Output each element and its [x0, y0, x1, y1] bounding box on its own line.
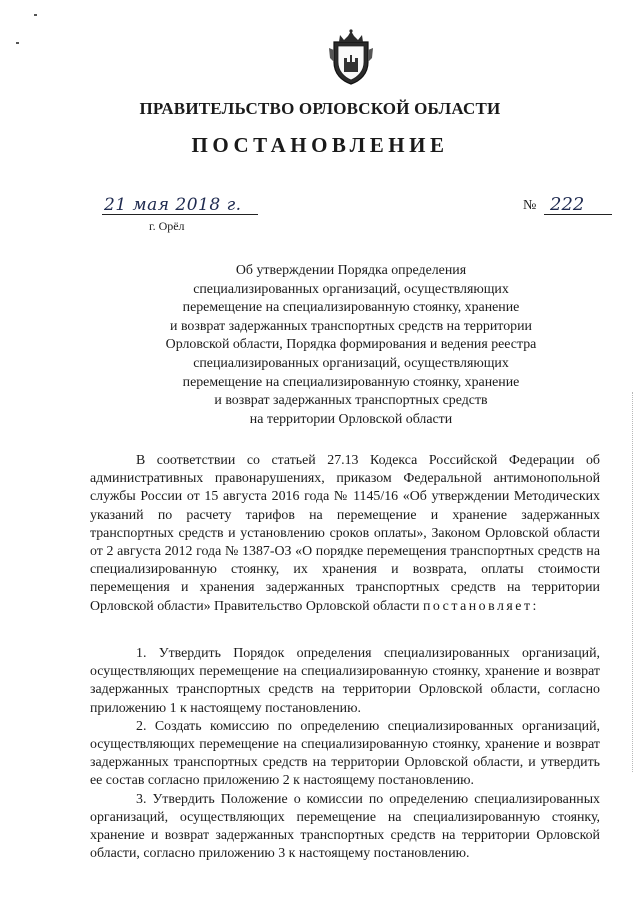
- subject-line: Орловской области, Порядка формирования и ведения реестра: [165, 337, 537, 353]
- subject-line: и возврат задержанных транспортных средств: [214, 393, 488, 409]
- handwritten-date: 21 мая 2018 г.: [104, 195, 242, 215]
- city-name: г. Орёл: [149, 219, 185, 233]
- preamble-paragraph: [90, 452, 600, 616]
- handwritten-number: 222: [550, 194, 585, 215]
- subject-line: на территории Орловской области: [249, 411, 453, 427]
- number-label: №: [523, 198, 537, 213]
- subject-line: Об утверждении Порядка определения: [235, 263, 467, 278]
- scan-speck: [16, 42, 19, 44]
- subject-line: специализированных организаций, осуществляющих: [193, 355, 509, 371]
- preamble-text: В соответствии со статьей 27.13 Кодекса Российской Федерации об административных правонарушениях, приказом Федеральной антимонопольной службы России от 15 августа 2016 года № 1145/16 «Об утверждении Методических указаний по расчету тарифов на перемещение и хранение задержанных транспортных средств и установлению сроков оплаты», Законом Орловской области от 2 августа 2012 года № 1387-ОЗ «О порядке перемещения транспортных средств на специализированную стоянку, их хранения и возврата, оплаты стоимости перемещения и хранения задержанных транспортных средств на территории Орловской области» Правительство Орловской области: [90, 453, 600, 614]
- resolution-item: 1. Утвердить Порядок определения специализированных организаций, осуществляющих перемещение на специализированную стоянку, хранение и возврат задержанных транспортных средств на территории Орловской области, согласно приложению 1 к настоящему постановлению.: [90, 646, 600, 716]
- subject-line: перемещение на специализированную стоянку, хранение: [182, 374, 520, 390]
- resolution-item: 2. Создать комиссию по определению специализированных организаций, осуществляющих перемещение на специализированную стоянку, хранение и возврат задержанных транспортных средств на территории Орловской области, и утвердить ее состав согласно приложению 2 к настоящему постановлению.: [90, 718, 600, 789]
- subject-line: специализированных организаций, осуществляющих: [193, 281, 509, 297]
- date-underline: [102, 214, 258, 215]
- number-underline: [544, 214, 612, 215]
- scan-speck: [34, 14, 37, 16]
- resolves-word: постановляет:: [422, 598, 539, 614]
- document-type: ПОСТАНОВЛЕНИЕ: [191, 133, 449, 157]
- subject-line: и возврат задержанных транспортных средств на территории: [170, 318, 532, 334]
- subject-line: перемещение на специализированную стоянку, хранение: [182, 300, 520, 316]
- resolution-items: [90, 645, 600, 863]
- scan-edge-mark: [632, 392, 635, 772]
- document-subject: [106, 262, 596, 429]
- government-name: ПРАВИТЕЛЬСТВО ОРЛОВСКОЙ ОБЛАСТИ: [139, 99, 501, 118]
- coat-of-arms-icon: [326, 28, 376, 86]
- resolution-item: 3. Утвердить Положение о комиссии по определению специализированных организаций, осуществляющих перемещение на специализированную стоянку, хранение и возврат задержанных транспортных средств на территории Орловской области, согласно приложению 3 к настоящему постановлению.: [90, 791, 600, 862]
